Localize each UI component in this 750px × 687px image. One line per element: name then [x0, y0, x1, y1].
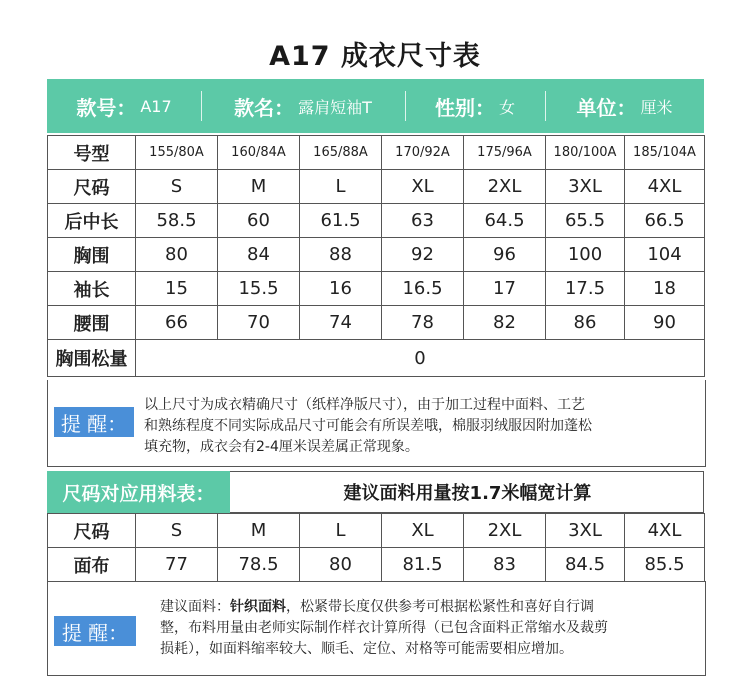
table-cell: 60 [218, 204, 300, 238]
style-name-value: 露肩短袖T [298, 97, 372, 117]
table-cell: S [136, 170, 218, 204]
page-title: A17 成衣尺寸表 [269, 41, 481, 72]
table-cell: 185/104A [625, 136, 705, 170]
table-cell: 85.5 [625, 548, 705, 582]
size-chart-table [47, 135, 705, 377]
fabric-reminder-lead: 建议面料： [160, 599, 230, 615]
table-cell: S [136, 514, 218, 548]
table-cell: 58.5 [136, 204, 218, 238]
style-number-value: A17 [140, 96, 172, 116]
row-label: 后中长 [48, 204, 136, 238]
table-cell: 2XL [464, 514, 546, 548]
row-label: 号型 [48, 136, 136, 170]
table-cell: 175/96A [464, 136, 546, 170]
table-cell: 66.5 [625, 204, 705, 238]
fabric-reminder-emphasis: 针织面料 [230, 599, 286, 615]
table-cell: 2XL [464, 170, 546, 204]
table-cell: 160/84A [218, 136, 300, 170]
row-label: 面布 [48, 548, 136, 582]
table-cell: XL [382, 514, 464, 548]
fabric-section-title: 建议面料用量按1.7米幅宽计算 [343, 483, 592, 504]
table-cell: 96 [464, 238, 546, 272]
chest-ease-label: 胸围松量 [48, 340, 136, 377]
table-cell: 15.5 [218, 272, 300, 306]
table-cell: L [300, 514, 382, 548]
table-cell: 74 [300, 306, 382, 340]
reminder-tag: 提 醒： [54, 616, 136, 646]
table-cell: 70 [218, 306, 300, 340]
style-number-label: 款号： [76, 95, 137, 120]
table-cell: 78 [382, 306, 464, 340]
table-cell: 170/92A [382, 136, 464, 170]
fabric-reminder-text [160, 597, 700, 660]
table-row [48, 272, 705, 306]
table-cell: M [218, 514, 300, 548]
style-number [47, 79, 201, 133]
row-label: 尺码 [48, 170, 136, 204]
table-cell: 80 [136, 238, 218, 272]
table-cell: L [300, 170, 382, 204]
reminder-text: 以上尺寸为成衣精确尺寸（纸样净版尺寸），由于加工过程中面料、工艺 和熟练程度不同实际成品尺寸可能会有所误差哦，棉服羽绒服因附加蓬松 填充物，成衣会有2-4厘米误差属正常现象。 [144, 397, 592, 455]
table-cell: 84.5 [546, 548, 625, 582]
table-cell: 65.5 [546, 204, 625, 238]
table-cell: 16 [300, 272, 382, 306]
table-cell: 61.5 [300, 204, 382, 238]
fabric-usage-table [47, 513, 705, 582]
table-cell: 104 [625, 238, 705, 272]
table-cell: 80 [300, 548, 382, 582]
fabric-reminder-rest: ，松紧带长度仅供参考可根据松紧性和喜好自行调 整，布料用量由老师实际制作样衣计算所得（已包含面料正常缩水及裁剪 损耗），如面料缩率较大、顺毛、定位、对格等可能需要相应增加。 [160, 599, 608, 657]
table-cell: 165/88A [300, 136, 382, 170]
table-cell: 90 [625, 306, 705, 340]
table-cell: 4XL [625, 170, 705, 204]
table-row [48, 306, 705, 340]
product-info-banner [47, 79, 704, 133]
table-cell: 83 [464, 548, 546, 582]
table-cell: 81.5 [382, 548, 464, 582]
table-cell: 16.5 [382, 272, 464, 306]
gender [405, 79, 545, 133]
table-cell: 78.5 [218, 548, 300, 582]
table-cell: 15 [136, 272, 218, 306]
size-reminder-note [47, 380, 706, 467]
table-cell: 84 [218, 238, 300, 272]
table-row [48, 238, 705, 272]
row-label: 袖长 [48, 272, 136, 306]
table-cell: 82 [464, 306, 546, 340]
unit [545, 79, 704, 133]
table-cell: 100 [546, 238, 625, 272]
style-name [201, 79, 405, 133]
table-cell: 66 [136, 306, 218, 340]
reminder-tag: 提 醒： [54, 407, 134, 437]
gender-label: 性别： [434, 95, 495, 120]
fabric-section-label: 尺码对应用料表： [47, 471, 230, 513]
table-row [48, 136, 705, 170]
table-cell: 64.5 [464, 204, 546, 238]
gender-value: 女 [498, 97, 515, 117]
table-row [48, 514, 705, 548]
table-cell: 17 [464, 272, 546, 306]
table-cell: 88 [300, 238, 382, 272]
table-cell: 180/100A [546, 136, 625, 170]
table-cell: 3XL [546, 170, 625, 204]
table-cell: 63 [382, 204, 464, 238]
row-label: 胸围 [48, 238, 136, 272]
style-name-label: 款名： [234, 95, 295, 120]
fabric-reminder-note [47, 581, 706, 676]
table-cell: 86 [546, 306, 625, 340]
unit-value: 厘米 [640, 97, 673, 117]
table-cell: M [218, 170, 300, 204]
table-cell: 77 [136, 548, 218, 582]
table-cell: 92 [382, 238, 464, 272]
row-label: 尺码 [48, 514, 136, 548]
table-row [48, 204, 705, 238]
table-cell: 17.5 [546, 272, 625, 306]
table-cell: 3XL [546, 514, 625, 548]
table-row [48, 170, 705, 204]
row-label: 腰围 [48, 306, 136, 340]
unit-label: 单位： [576, 95, 637, 120]
chest-ease-value: 0 [136, 340, 705, 377]
table-row [48, 548, 705, 582]
fabric-section-header [47, 471, 704, 513]
table-cell: 18 [625, 272, 705, 306]
table-cell: 155/80A [136, 136, 218, 170]
table-cell: XL [382, 170, 464, 204]
table-cell: 4XL [625, 514, 705, 548]
